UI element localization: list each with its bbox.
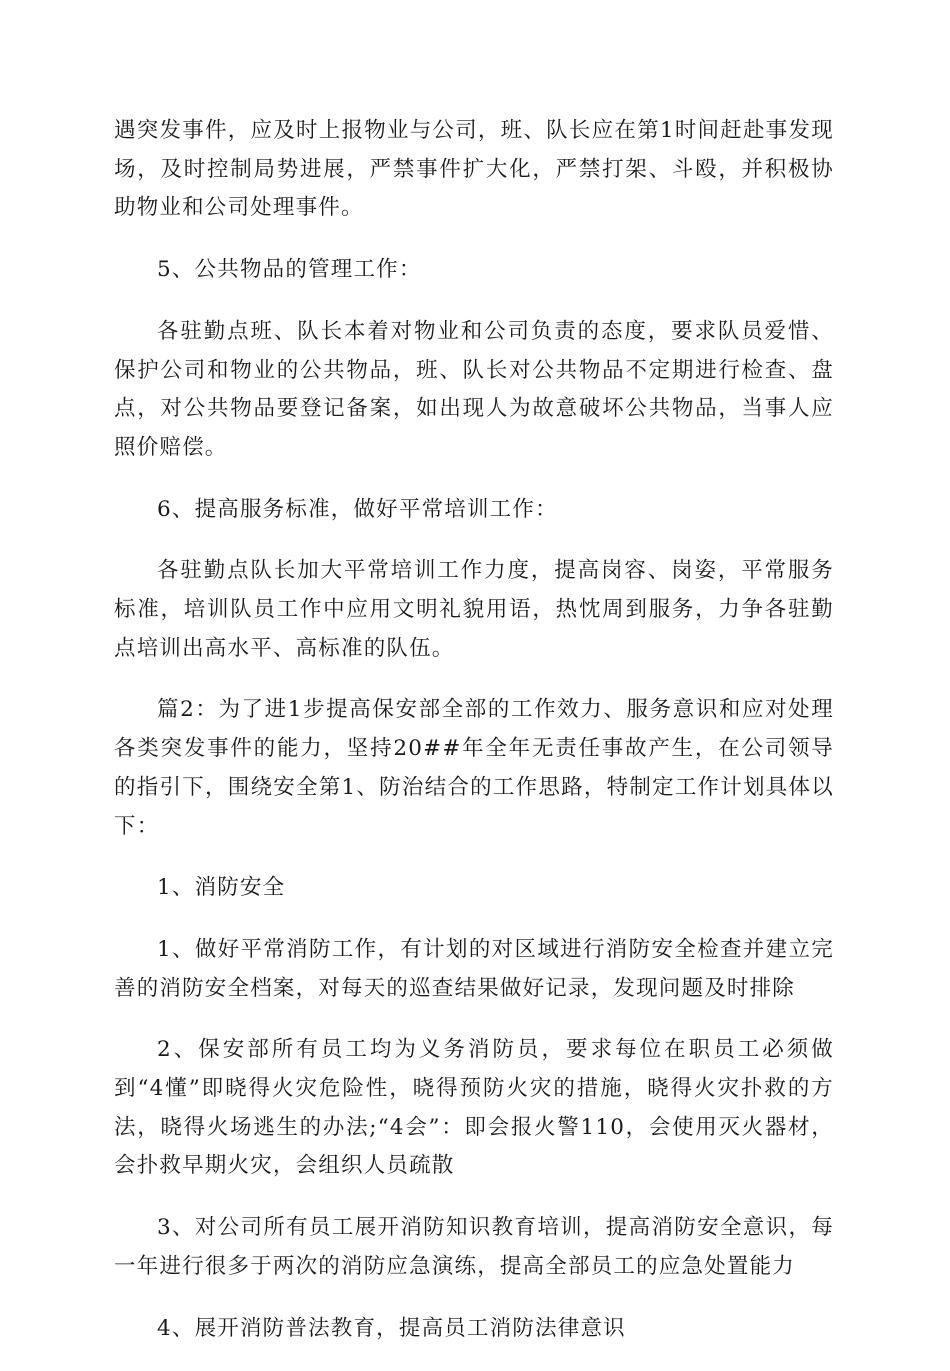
paragraph-service-training: 各驻勤点队长加大平常培训工作力度，提高岗容、岗姿，平常服务标准，培训队员工作中应用文明礼貌用语，热忱周到服务，力争各驻勤点培训出高水平、高标准的队伍。 [114,558,834,661]
heading-public-goods: 5、公共物品的管理工作： [157,257,422,283]
list-item-fire-1: 1、做好平常消防工作，有计划的对区域进行消防安全检查并建立完善的消防安全档案，对每天的巡查结果做好记录，发现问题及时排除 [114,936,834,1001]
list-item-fire-4: 4、展开消防普法教育，提高员工消防法律意识 [157,1315,626,1341]
heading-service-training: 6、提高服务标准，做好平常培训工作： [157,496,558,522]
paragraph-emergency-continuation: 遇突发事件，应及时上报物业与公司，班、队长应在第1时间赶赴事发现场，及时控制局势进展，严禁事件扩大化，严禁打架、斗殴，并积极协助物业和公司处理事件。 [114,118,834,221]
list-item-fire-2: 2、保安部所有员工均为义务消防员，要求每位在职员工必须做到“4懂”即晓得火灾危险性，晓得预防火灾的措施，晓得火灾扑救的方法，晓得火场逃生的办法;“4会”：即会报火警110，会使用灭火器材，会扑救早期火灾，会组织人员疏散 [114,1037,834,1179]
paragraph-part-2-intro: 篇2：为了进1步提高保安部全部的工作效力、服务意识和应对处理各类突发事件的能力，坚持20##年全年无责任事故产生，在公司领导的指引下，围绕安全第1、防治结合的工作思路，特制定工作计划具体以下： [114,697,834,839]
paragraph-public-goods: 各驻勤点班、队长本着对物业和公司负责的态度，要求队员爱惜、保护公司和物业的公共物品，班、队长对公共物品不定期进行检查、盘点，对公共物品要登记备案，如出现人为故意破坏公共物品，当事人应照价赔偿。 [114,318,834,460]
heading-fire-safety: 1、消防安全 [157,875,286,901]
document-page [114,112,834,1371]
list-item-fire-3: 3、对公司所有员工展开消防知识教育培训，提高消防安全意识，每一年进行很多于两次的消防应急演练，提高全部员工的应急处置能力 [114,1215,834,1279]
